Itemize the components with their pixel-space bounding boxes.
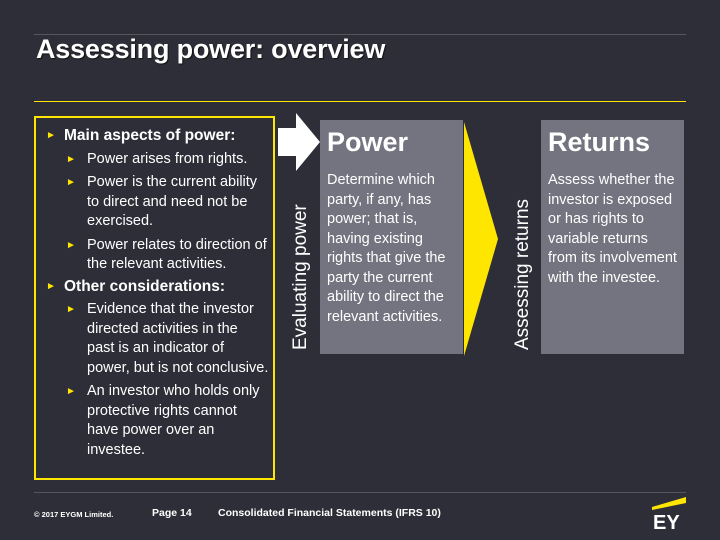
bullet-arrow-icon: ►	[66, 177, 76, 188]
bullet-text: An investor who holds only protective rights cannot have power over an investee.	[87, 383, 260, 458]
logo-text: EY	[653, 512, 680, 531]
section-heading	[44, 126, 269, 146]
bullet-arrow-icon: ►	[46, 130, 56, 141]
title-underline	[34, 101, 686, 102]
ey-logo	[652, 497, 686, 531]
bullet-item	[44, 173, 269, 232]
bullet-text: Power is the current ability to direct and need not be exercised.	[87, 174, 258, 229]
power-panel	[320, 120, 463, 354]
page-number: Page 14	[152, 507, 192, 519]
evaluating-power-label: Evaluating power	[290, 204, 311, 350]
slide-title: Assessing power: overview	[36, 34, 386, 64]
bullet-item	[44, 300, 269, 378]
heading-text: Main aspects of power:	[64, 127, 236, 144]
document-title: Consolidated Financial Statements (IFRS 10)	[218, 507, 441, 519]
bullet-item	[44, 382, 269, 460]
bullet-item	[44, 150, 269, 170]
chevron-right-icon	[464, 122, 498, 356]
assessing-returns-label: Assessing returns	[512, 198, 533, 350]
bullet-text: Evidence that the investor directed activities in the past is an indicator of power, but is not conclusive.	[87, 301, 269, 376]
section-heading	[44, 277, 269, 297]
aspects-box	[34, 116, 275, 480]
right-arrow-icon	[278, 113, 320, 171]
returns-panel	[541, 120, 684, 354]
heading-text: Other considerations:	[64, 277, 226, 295]
bullet-arrow-icon: ►	[46, 280, 56, 292]
bullet-arrow-icon: ►	[66, 153, 76, 165]
returns-title: Returns	[548, 127, 651, 157]
footer-divider	[34, 492, 686, 493]
returns-body: Assess whether the investor is exposed or has rights to variable returns from its involvement with the investee.	[548, 172, 677, 286]
bullet-arrow-icon: ►	[66, 386, 76, 397]
copyright-text: © 2017 EYGM Limited.	[34, 510, 114, 519]
bullet-arrow-icon: ►	[66, 239, 76, 251]
power-body: Determine which party, if any, has power; that is, having existing rights that give the party the current ability to direct the relevant activities.	[327, 172, 446, 325]
bullet-item	[44, 236, 269, 275]
bullet-arrow-icon: ►	[66, 304, 76, 315]
power-title: Power	[327, 127, 409, 157]
bullet-text: Power relates to direction of the relevant activities.	[87, 236, 267, 272]
bullet-text: Power arises from rights.	[87, 150, 248, 167]
